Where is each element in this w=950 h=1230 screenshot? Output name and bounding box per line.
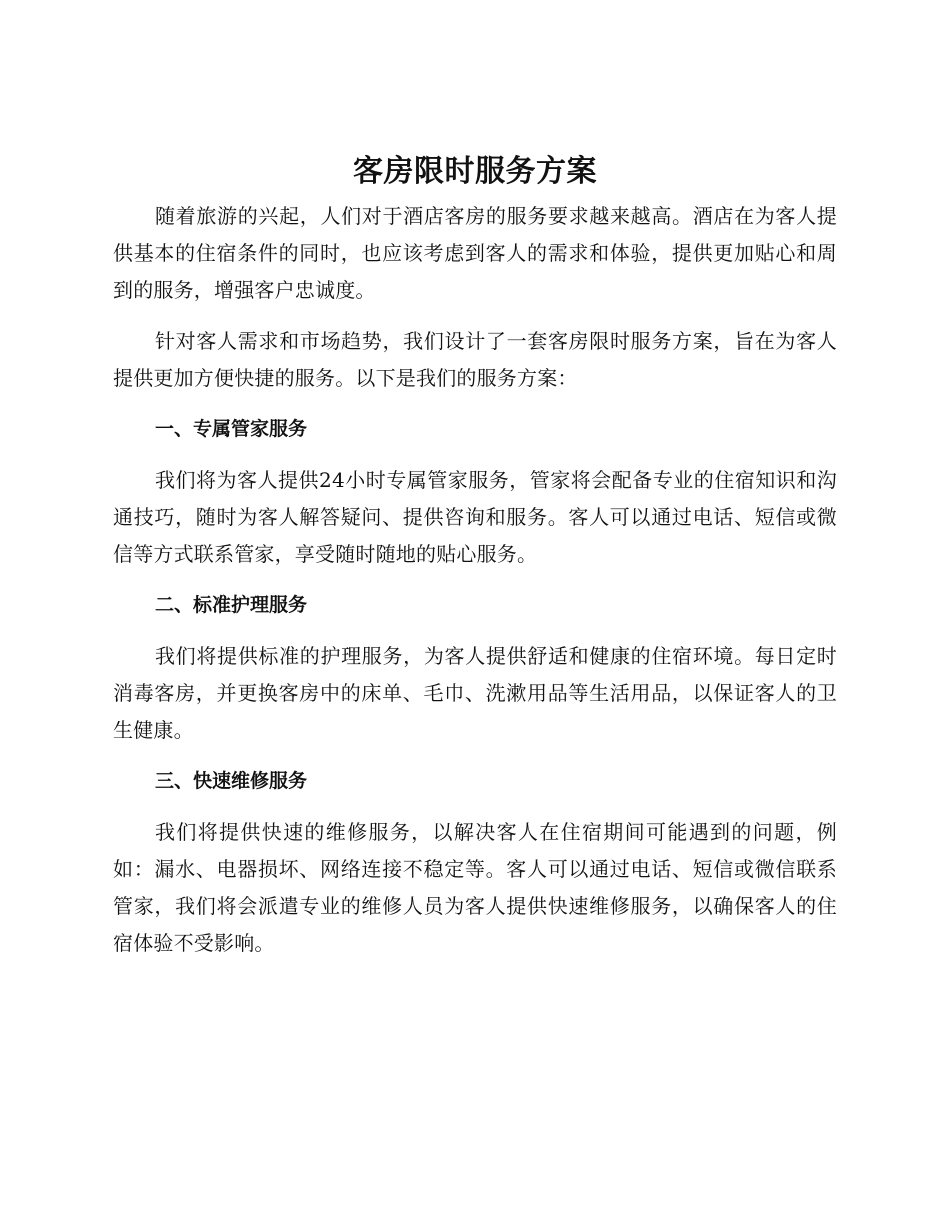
section-paragraph: 我们将提供快速的维修服务，以解决客人在住宿期间可能遇到的问题，例如：漏水、电器损坏、网络连接不稳定等。客人可以通过电话、短信或微信联系管家，我们将会派遣专业的维修人员为客人提供快速维修服务，以确保客人的住宿体验不受影响。: [113, 820, 837, 955]
section-paragraph: 我们将为客人提供24小时专属管家服务，管家将会配备专业的住宿知识和沟通技巧，随时为客人解答疑问、提供咨询和服务。客人可以通过电话、短信或微信等方式联系管家，享受随时随地的贴心服务。: [113, 468, 837, 566]
section-heading: 三、快速维修服务: [155, 770, 308, 792]
section-paragraph: 我们将提供标准的护理服务，为客人提供舒适和健康的住宿环境。每日定时消毒客房，并更换客房中的床单、毛巾、洗漱用品等生活用品，以保证客人的卫生健康。: [113, 644, 837, 742]
intro-paragraph-2: 针对客人需求和市场趋势，我们设计了一套客房限时服务方案，旨在为客人提供更加方便快捷的服务。以下是我们的服务方案：: [113, 329, 837, 390]
section-quick-repair: [113, 763, 837, 962]
intro-paragraph-1: 随着旅游的兴起，人们对于酒店客房的服务要求越来越高。酒店在为客人提供基本的住宿条件的同时，也应该考虑到客人的需求和体验，提供更加贴心和周到的服务，增强客户忠诚度。: [113, 204, 837, 302]
document-page: [113, 150, 837, 976]
document-title: 客房限时服务方案: [353, 154, 597, 189]
section-standard-care: [113, 587, 837, 749]
section-butler-service: [113, 411, 837, 573]
section-heading: 二、标准护理服务: [155, 594, 308, 616]
section-heading: 一、专属管家服务: [155, 418, 308, 440]
